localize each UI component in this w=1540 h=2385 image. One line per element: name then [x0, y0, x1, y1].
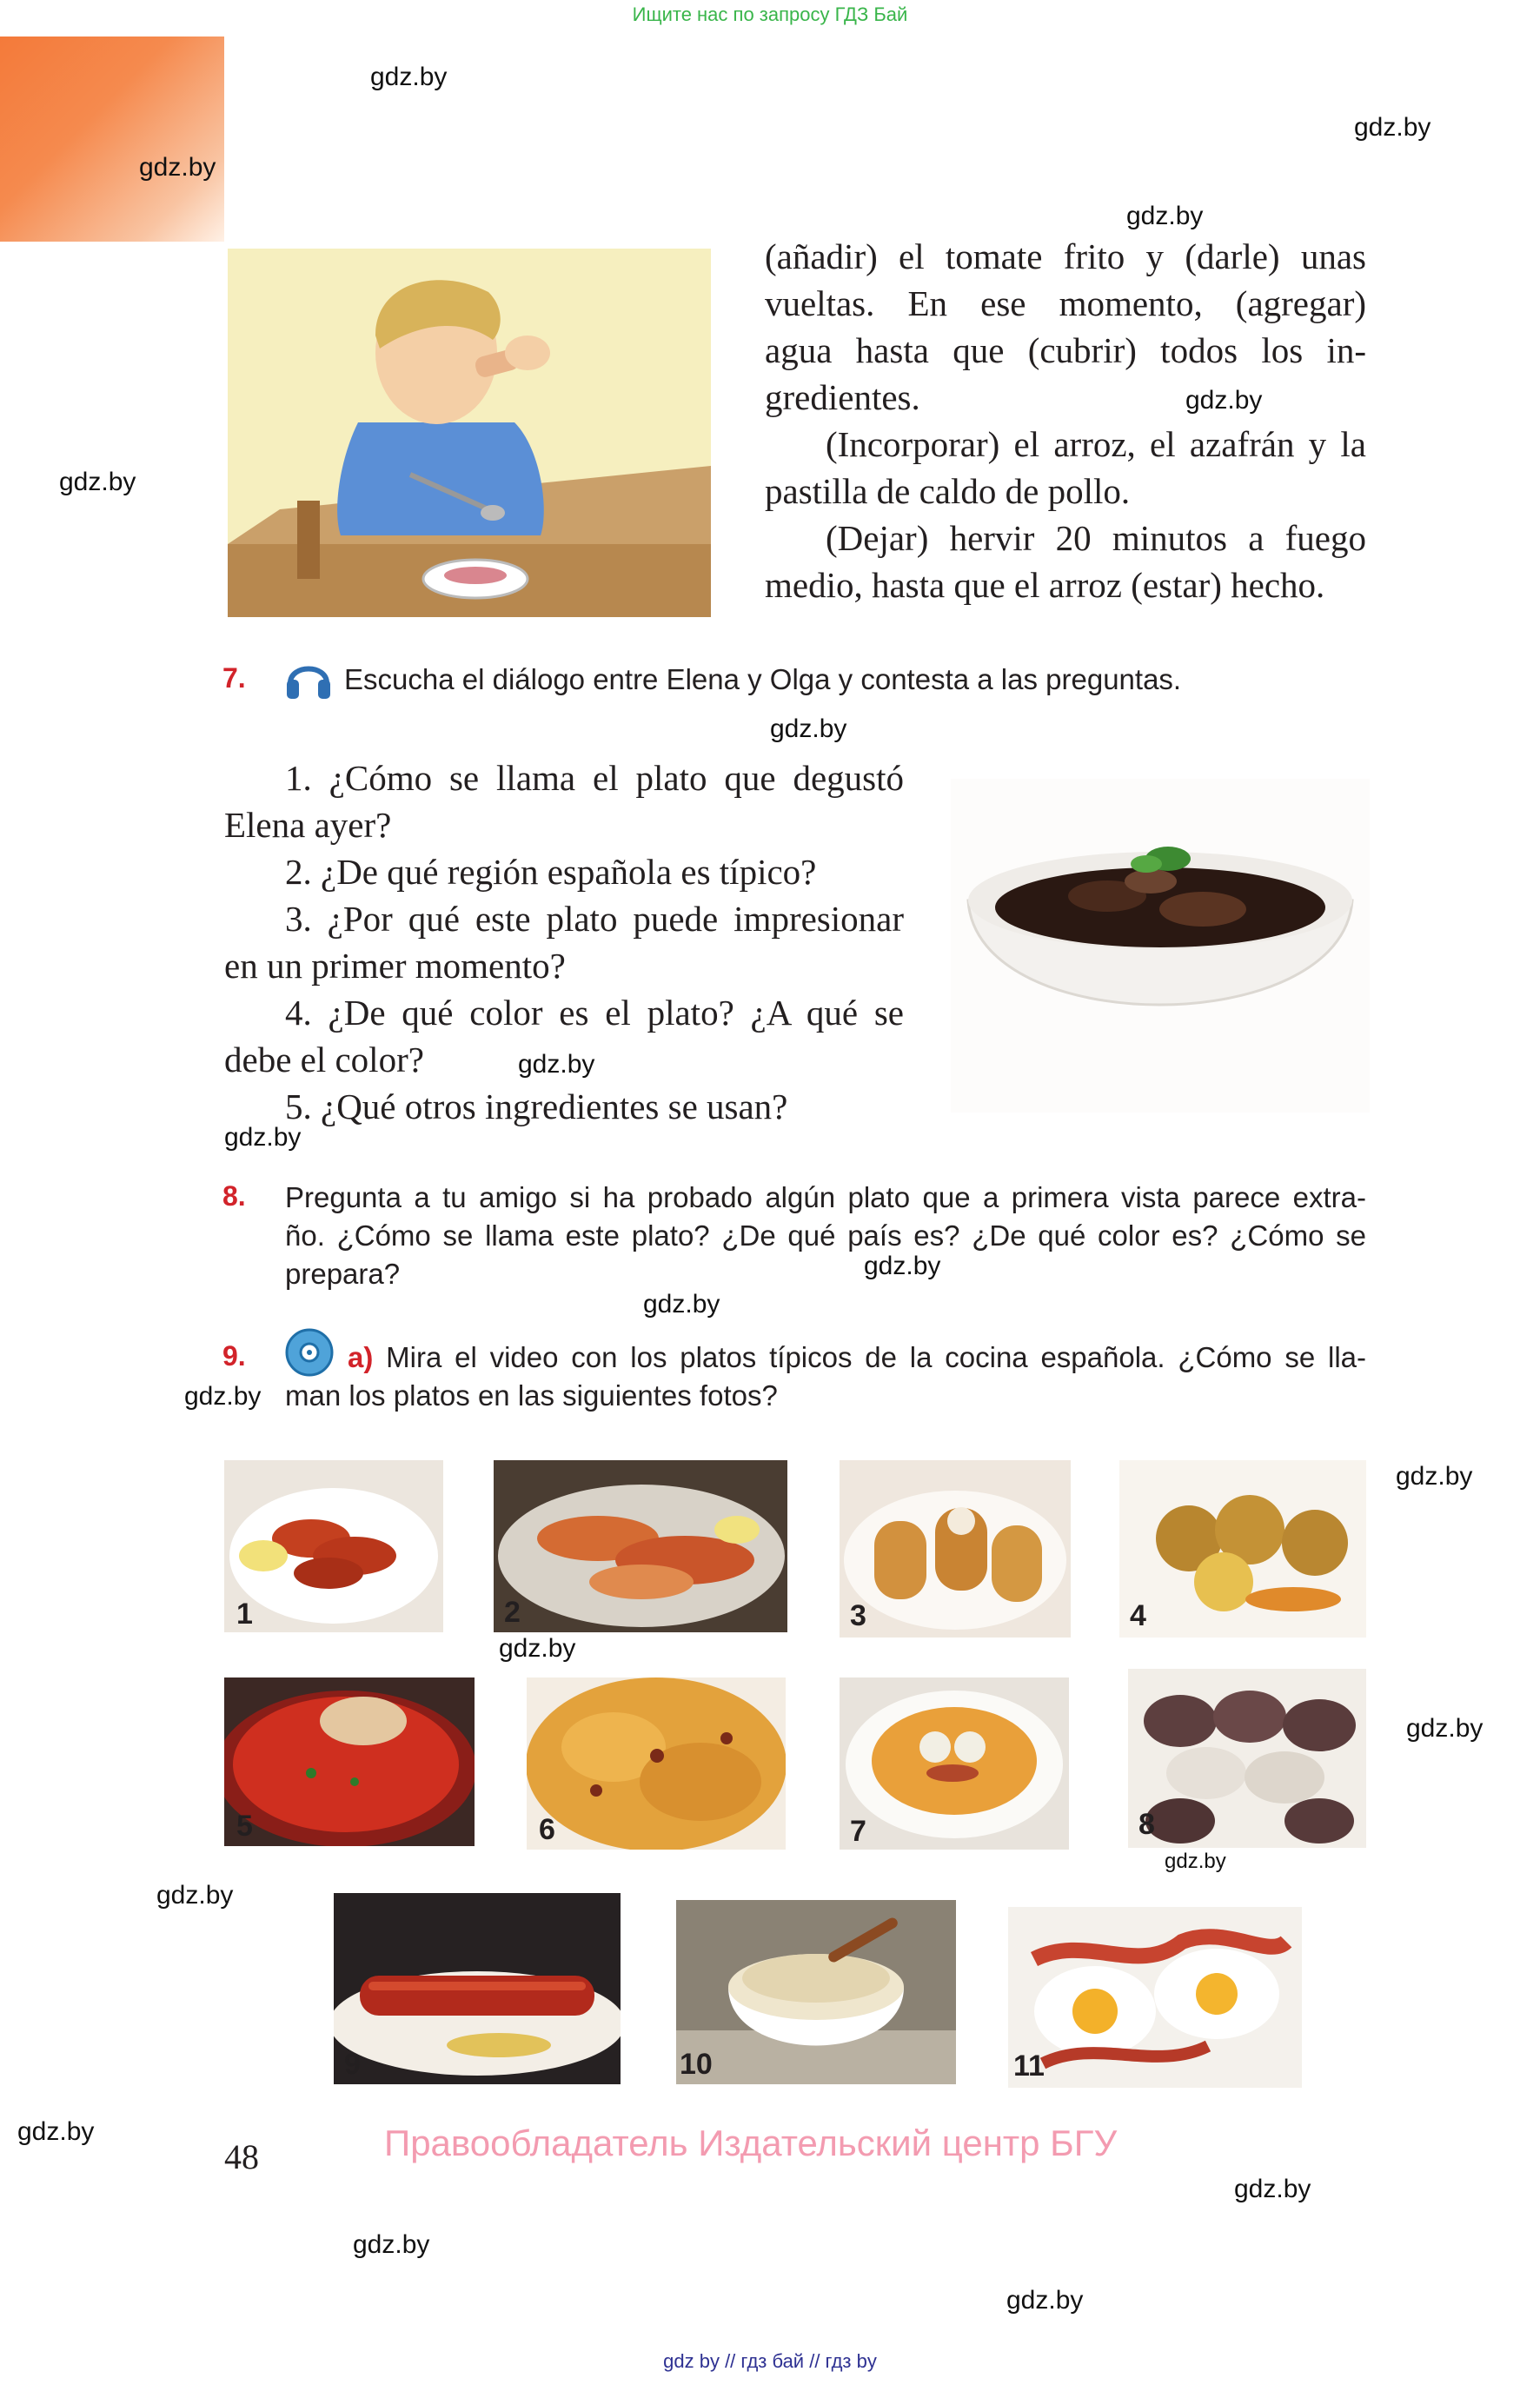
dish-photo-1	[224, 1460, 443, 1632]
dish-photo-10	[676, 1900, 956, 2084]
dish-photo-2	[494, 1460, 787, 1632]
question-line: 3. ¿Por qué este plato puede impresionar	[285, 899, 904, 939]
watermark: gdz.by	[139, 153, 216, 182]
recipe-paragraph-1	[765, 233, 1366, 421]
watermark: gdz.by	[156, 1881, 234, 1910]
dish-photo-7	[840, 1677, 1069, 1850]
watermark: gdz.by	[499, 1634, 576, 1663]
watermark: gdz.by	[224, 1123, 302, 1152]
text-line: ño. ¿Cómo se llama este plato? ¿De qué país es? ¿De qué color es? ¿Cómo se	[285, 1219, 1366, 1252]
recipe-paragraph-2	[765, 421, 1366, 515]
text-line: prepara?	[285, 1258, 401, 1290]
photo-number: 7	[850, 1815, 866, 1848]
exercise-7-questions	[224, 754, 904, 1130]
dish-photo-9	[334, 1893, 621, 2084]
dish-photo-4	[1119, 1460, 1366, 1638]
text-line: Pregunta a tu amigo si ha probado algún plato que a primera vista parece extra-	[285, 1181, 1366, 1213]
question-line: 4. ¿De qué color es el plato? ¿A qué se	[285, 993, 904, 1033]
watermark: gdz.by	[1354, 113, 1431, 142]
text-line: man los platos en las siguientes fotos?	[285, 1379, 778, 1412]
photo-number: 8	[1138, 1808, 1155, 1841]
question-line: 5. ¿Qué otros ingredientes se usan?	[285, 1086, 788, 1126]
exercise-8-text	[285, 1179, 1366, 1293]
exercise-number: 9.	[222, 1340, 246, 1372]
question-line: 1. ¿Cómo se llama el plato que degustó	[285, 758, 904, 798]
photo-number: 9	[344, 2048, 361, 2081]
watermark: gdz.by	[1406, 1714, 1484, 1743]
text-line: vueltas. En ese momento, (agregar)	[765, 283, 1366, 323]
footer-links[interactable]: gdz by // гдз бай // гдз by	[663, 2350, 877, 2372]
photo-number: 2	[504, 1596, 521, 1629]
watermark: gdz.by	[17, 2117, 95, 2146]
text-segment: Mira el video con los platos típicos de la cocina española. ¿Cómo se lla-	[373, 1341, 1366, 1373]
copyright-notice: Правообладатель Издательский центр БГУ	[384, 2123, 1118, 2163]
text-line: (Incorporar) el arroz, el azafrán y la	[826, 424, 1366, 464]
exercise-number: 8.	[222, 1180, 246, 1212]
watermark: gdz.by	[1006, 2286, 1084, 2315]
photo-number: 1	[236, 1598, 253, 1631]
photo-number: 5	[236, 1810, 253, 1843]
dish-photo-6	[527, 1677, 786, 1850]
headphones-icon[interactable]	[283, 654, 334, 702]
watermark: gdz.by	[370, 63, 448, 91]
dish-photo-5	[224, 1677, 475, 1846]
question-line: debe el color?	[224, 1040, 424, 1080]
dish-photo-8	[1128, 1669, 1366, 1848]
boy-eating-illustration	[228, 249, 711, 617]
photo-number: 11	[1013, 2050, 1045, 2083]
text-line: pastilla de caldo de pollo.	[765, 471, 1131, 511]
text-line: agua hasta que (cubrir) todos los in-	[765, 330, 1366, 370]
page-number: 48	[224, 2137, 259, 2176]
watermark: gdz.by	[1126, 202, 1204, 230]
watermark: gdz.by	[353, 2230, 430, 2259]
watermark: gdz.by	[59, 468, 136, 496]
photo-number: 6	[539, 1813, 555, 1846]
question-line: en un primer momento?	[224, 946, 566, 986]
text-line	[348, 1339, 1366, 1377]
question-line: Elena ayer?	[224, 805, 392, 845]
text-line: gredientes.	[765, 377, 920, 417]
photo-number: 4	[1130, 1599, 1146, 1632]
photo-number: 10	[680, 2048, 713, 2081]
watermark: gdz.by	[770, 714, 847, 743]
watermark: gdz.by	[1185, 386, 1263, 415]
watermark: gdz.by	[643, 1290, 720, 1319]
search-hint[interactable]: Ищите нас по запросу ГДЗ Бай	[632, 3, 908, 25]
watermark: gdz.by	[1165, 1850, 1226, 1873]
dish-photo-11	[1008, 1907, 1302, 2088]
dish-photo-3	[840, 1460, 1071, 1638]
watermark: gdz.by	[1234, 2175, 1311, 2203]
photo-number: 3	[850, 1599, 866, 1632]
recipe-paragraph-3	[765, 515, 1366, 608]
exercise-7-instruction: Escucha el diálogo entre Elena y Olga y contesta a las preguntas.	[344, 663, 1182, 695]
text-line: (Dejar) hervir 20 minutos a fuego	[826, 518, 1366, 558]
text-line: (añadir) el tomate frito y (darle) unas	[765, 236, 1366, 276]
part-label: a)	[348, 1341, 374, 1373]
watermark: gdz.by	[864, 1252, 941, 1280]
squid-ink-dish-photo	[951, 779, 1370, 1113]
video-disc-icon[interactable]	[285, 1328, 334, 1377]
question-line: 2. ¿De qué región española es típico?	[285, 852, 817, 892]
watermark: gdz.by	[518, 1050, 595, 1079]
corner-decoration	[0, 37, 224, 242]
exercise-9-text	[348, 1339, 1366, 1377]
watermark: gdz.by	[184, 1382, 262, 1411]
watermark: gdz.by	[1396, 1462, 1473, 1491]
text-line: medio, hasta que el arroz (estar) hecho.	[765, 565, 1325, 605]
exercise-number: 7.	[222, 662, 246, 694]
